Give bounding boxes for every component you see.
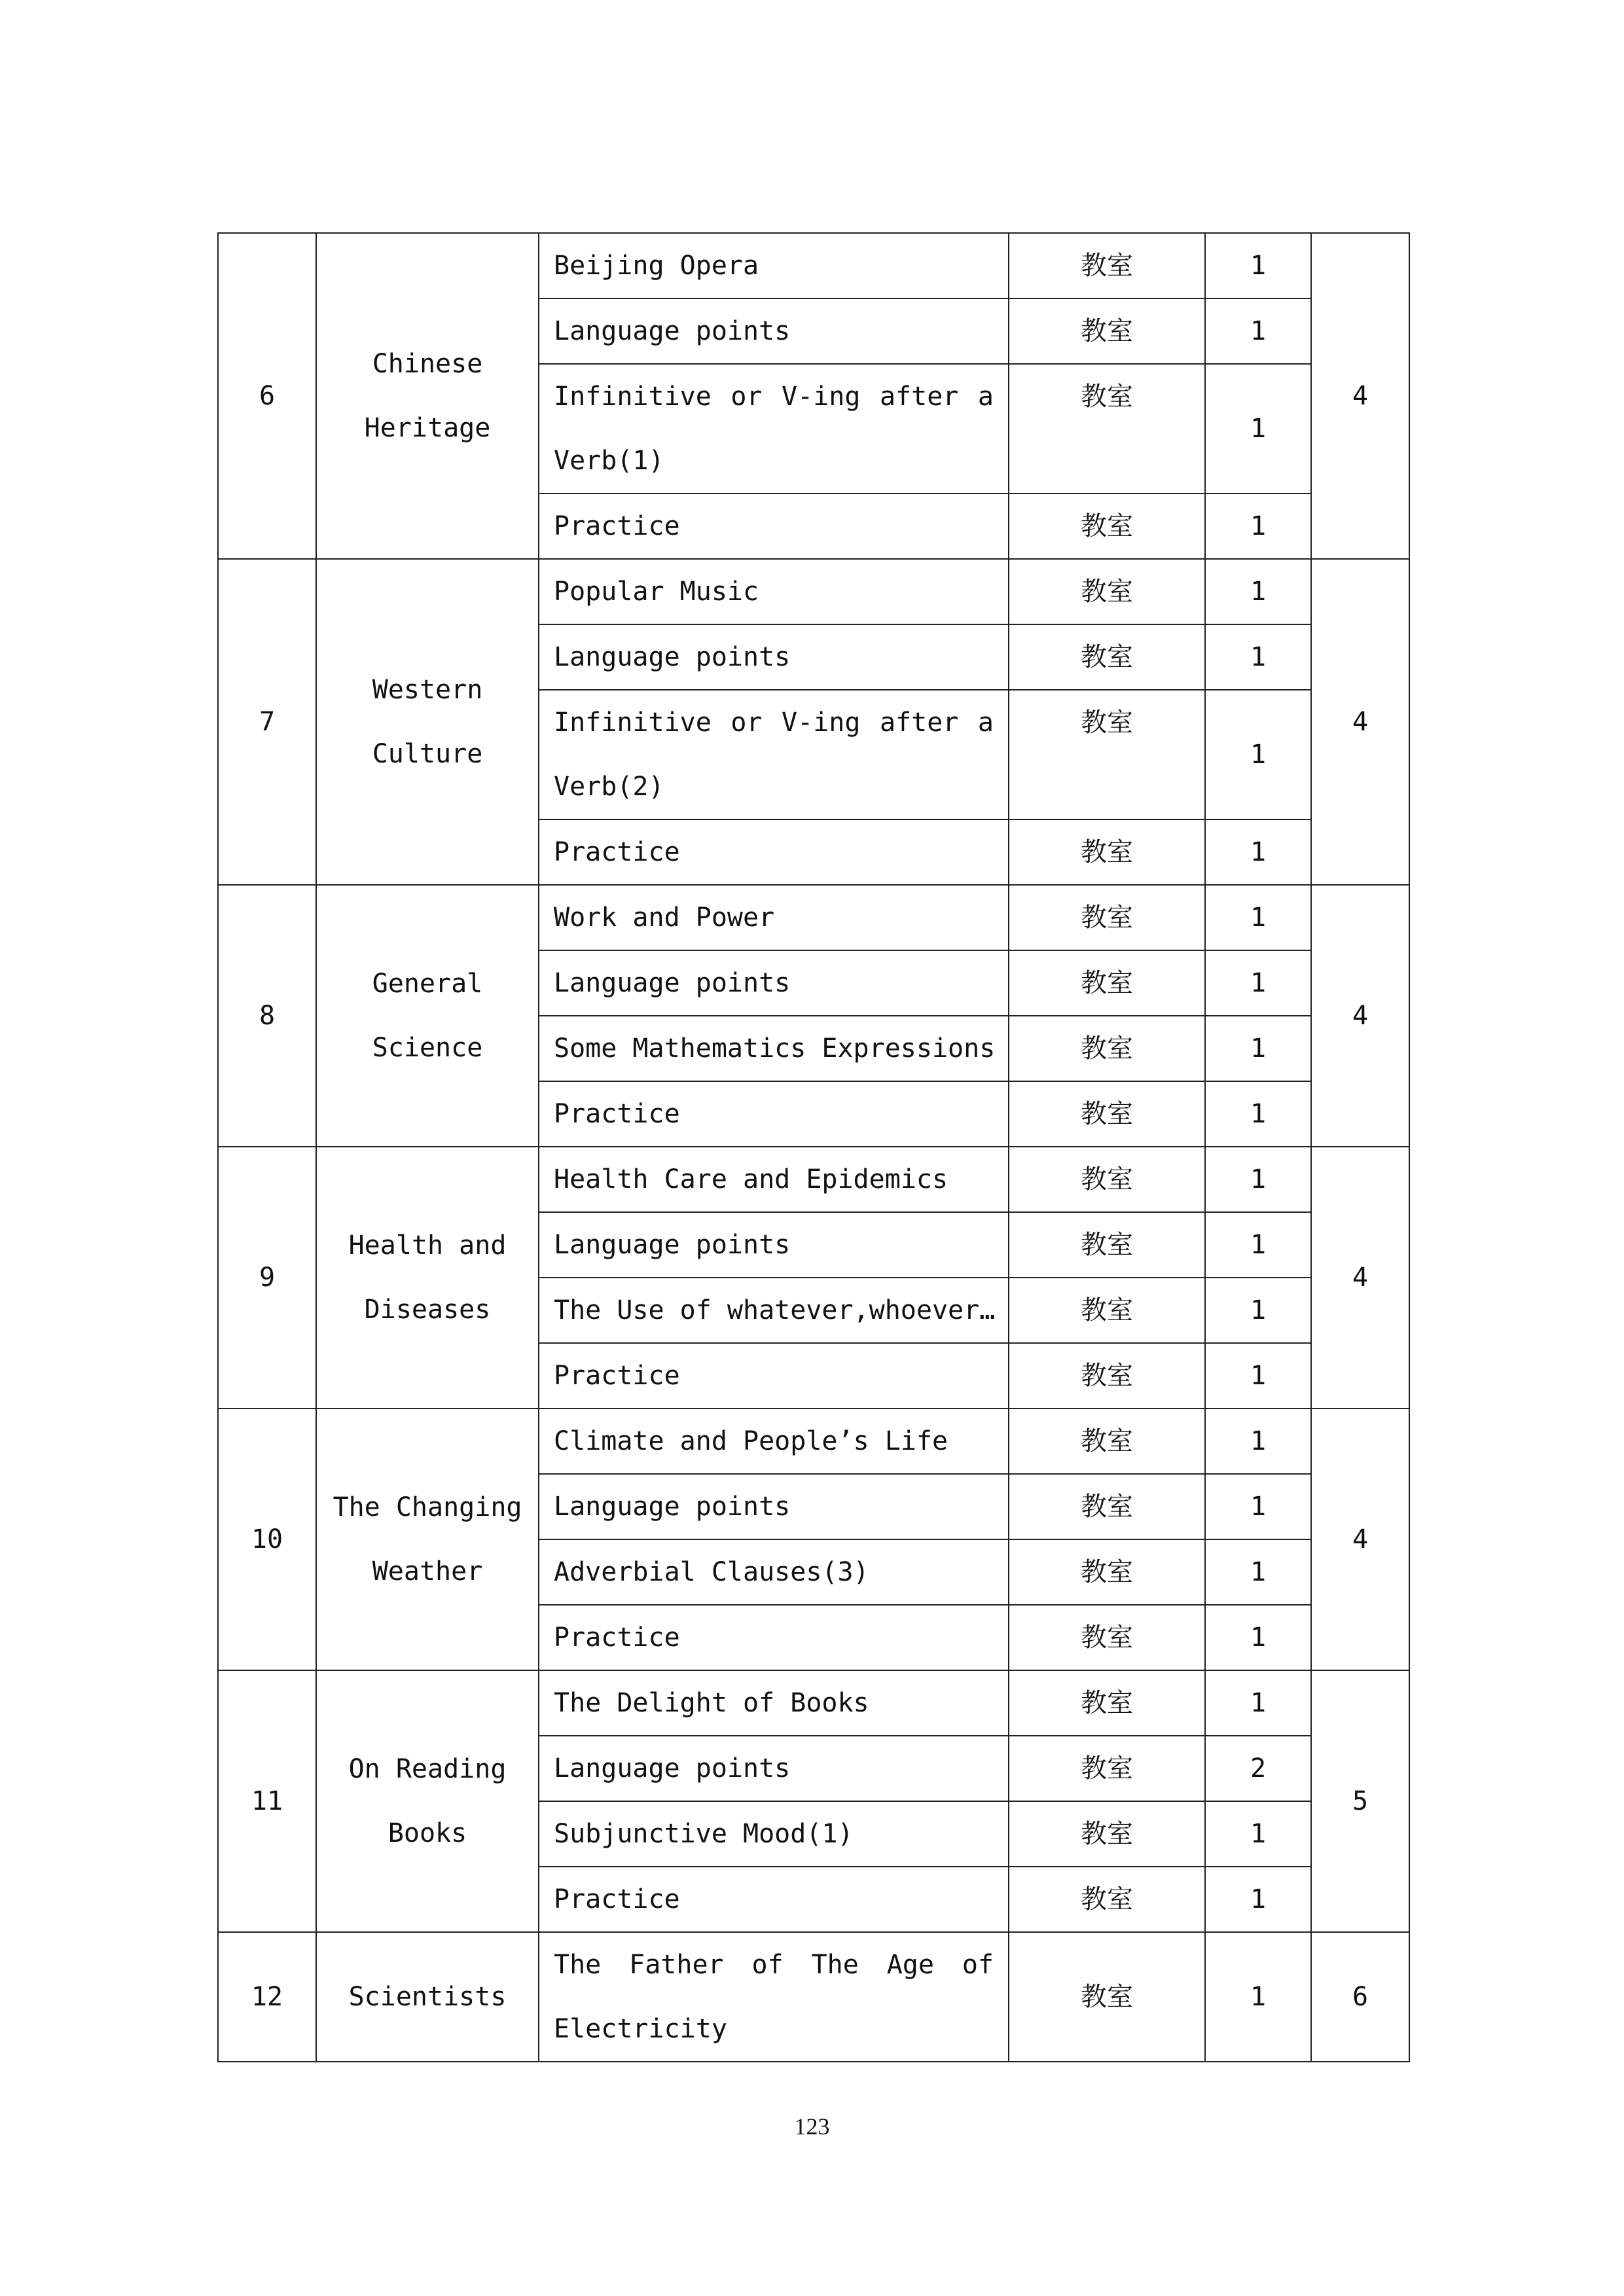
lesson-hours: 1 (1205, 1932, 1311, 2062)
lesson-hours: 1 (1205, 1605, 1311, 1670)
unit-title-line2: Culture (372, 739, 483, 769)
lesson-hours: 1 (1205, 950, 1311, 1016)
lesson-topic: Practice (539, 493, 1009, 559)
table-row (218, 233, 1409, 298)
lesson-location: 教室 (1009, 1932, 1205, 2062)
lesson-hours: 1 (1205, 1016, 1311, 1081)
unit-title (316, 1147, 539, 1408)
lesson-hours: 1 (1205, 1343, 1311, 1408)
unit-title-line2: Books (388, 1818, 467, 1848)
lesson-location: 教室 (1009, 1081, 1205, 1147)
lesson-location: 教室 (1009, 233, 1205, 298)
lesson-hours: 1 (1205, 1474, 1311, 1539)
unit-title-line1: Western (372, 675, 483, 705)
table-row (218, 1408, 1409, 1474)
lesson-location: 教室 (1009, 1670, 1205, 1736)
unit-title: Scientists (316, 1932, 539, 2062)
unit-total-hours: 4 (1311, 885, 1409, 1147)
lesson-location: 教室 (1009, 298, 1205, 364)
unit-number: 6 (218, 233, 316, 559)
lesson-location: 教室 (1009, 624, 1205, 690)
lesson-topic: Practice (539, 1605, 1009, 1670)
lesson-hours: 1 (1205, 233, 1311, 298)
lesson-location: 教室 (1009, 1408, 1205, 1474)
lesson-hours: 1 (1205, 624, 1311, 690)
course-schedule-table (217, 232, 1410, 2062)
lesson-topic: Language points (539, 1736, 1009, 1801)
unit-title (316, 559, 539, 885)
lesson-location: 教室 (1009, 885, 1205, 950)
lesson-hours: 1 (1205, 1408, 1311, 1474)
lesson-topic: Practice (539, 1867, 1009, 1932)
lesson-topic: Adverbial Clauses(3) (539, 1539, 1009, 1605)
lesson-topic: The Father of The Age of Electricity (539, 1932, 1009, 2062)
lesson-topic: Language points (539, 1212, 1009, 1278)
unit-title-line1: The Changing (333, 1492, 522, 1522)
unit-title-line2: Science (372, 1033, 483, 1063)
lesson-hours: 1 (1205, 1278, 1311, 1343)
lesson-topic: Infinitive or V-ing after a Verb(2) (539, 690, 1009, 819)
unit-total-hours: 4 (1311, 1408, 1409, 1670)
lesson-topic: Practice (539, 1343, 1009, 1408)
table-row (218, 1670, 1409, 1736)
lesson-topic: Language points (539, 298, 1009, 364)
lesson-location: 教室 (1009, 1867, 1205, 1932)
lesson-hours: 1 (1205, 364, 1311, 493)
lesson-location: 教室 (1009, 493, 1205, 559)
lesson-hours: 1 (1205, 690, 1311, 819)
lesson-hours: 1 (1205, 1801, 1311, 1867)
unit-title (316, 1670, 539, 1932)
lesson-topic: Practice (539, 819, 1009, 885)
table-row (218, 1147, 1409, 1212)
unit-total-hours: 4 (1311, 1147, 1409, 1408)
unit-number: 10 (218, 1408, 316, 1670)
lesson-topic: Some Mathematics Expressions (539, 1016, 1009, 1081)
unit-number: 8 (218, 885, 316, 1147)
lesson-topic: Subjunctive Mood(1) (539, 1801, 1009, 1867)
page-number: 123 (794, 2113, 830, 2140)
lesson-hours: 1 (1205, 1081, 1311, 1147)
lesson-location: 教室 (1009, 819, 1205, 885)
unit-title (316, 1408, 539, 1670)
lesson-topic: Language points (539, 1474, 1009, 1539)
lesson-topic: Practice (539, 1081, 1009, 1147)
lesson-hours: 1 (1205, 1867, 1311, 1932)
unit-title-line1: General (372, 969, 483, 999)
unit-title (316, 233, 539, 559)
unit-number: 9 (218, 1147, 316, 1408)
lesson-topic: Health Care and Epidemics (539, 1147, 1009, 1212)
lesson-location: 教室 (1009, 1212, 1205, 1278)
table-row (218, 1932, 1409, 2062)
unit-title-line1: On Reading (348, 1754, 507, 1784)
lesson-location: 教室 (1009, 1278, 1205, 1343)
lesson-location: 教室 (1009, 559, 1205, 624)
unit-number: 7 (218, 559, 316, 885)
lesson-topic: The Delight of Books (539, 1670, 1009, 1736)
lesson-topic: The Use of whatever,whoever… (539, 1278, 1009, 1343)
lesson-hours: 1 (1205, 1539, 1311, 1605)
table-row (218, 559, 1409, 624)
lesson-hours: 2 (1205, 1736, 1311, 1801)
lesson-topic: Language points (539, 624, 1009, 690)
lesson-location: 教室 (1009, 1147, 1205, 1212)
unit-number: 11 (218, 1670, 316, 1932)
lesson-hours: 1 (1205, 885, 1311, 950)
lesson-topic: Climate and People’s Life (539, 1408, 1009, 1474)
lesson-hours: 1 (1205, 1212, 1311, 1278)
lesson-hours: 1 (1205, 559, 1311, 624)
unit-total-hours: 6 (1311, 1932, 1409, 2062)
lesson-hours: 1 (1205, 819, 1311, 885)
lesson-location: 教室 (1009, 1605, 1205, 1670)
unit-title-line2: Weather (372, 1556, 483, 1587)
lesson-location: 教室 (1009, 950, 1205, 1016)
unit-total-hours: 5 (1311, 1670, 1409, 1932)
lesson-location: 教室 (1009, 1474, 1205, 1539)
unit-title-line2: Diseases (364, 1295, 491, 1325)
lesson-topic: Infinitive or V-ing after a Verb(1) (539, 364, 1009, 493)
lesson-topic: Popular Music (539, 559, 1009, 624)
unit-total-hours: 4 (1311, 233, 1409, 559)
lesson-hours: 1 (1205, 1147, 1311, 1212)
lesson-topic: Beijing Opera (539, 233, 1009, 298)
unit-title-line2: Heritage (364, 413, 491, 443)
lesson-location: 教室 (1009, 1801, 1205, 1867)
unit-total-hours: 4 (1311, 559, 1409, 885)
lesson-hours: 1 (1205, 493, 1311, 559)
lesson-location: 教室 (1009, 1539, 1205, 1605)
unit-title (316, 885, 539, 1147)
lesson-location: 教室 (1009, 690, 1205, 819)
lesson-location: 教室 (1009, 1736, 1205, 1801)
unit-title-line1: Health and (348, 1230, 507, 1261)
lesson-hours: 1 (1205, 298, 1311, 364)
lesson-topic: Language points (539, 950, 1009, 1016)
lesson-location: 教室 (1009, 1016, 1205, 1081)
lesson-topic: Work and Power (539, 885, 1009, 950)
lesson-location: 教室 (1009, 364, 1205, 493)
lesson-hours: 1 (1205, 1670, 1311, 1736)
unit-number: 12 (218, 1932, 316, 2062)
unit-title-line1: Chinese (372, 349, 483, 379)
lesson-location: 教室 (1009, 1343, 1205, 1408)
table-row (218, 885, 1409, 950)
